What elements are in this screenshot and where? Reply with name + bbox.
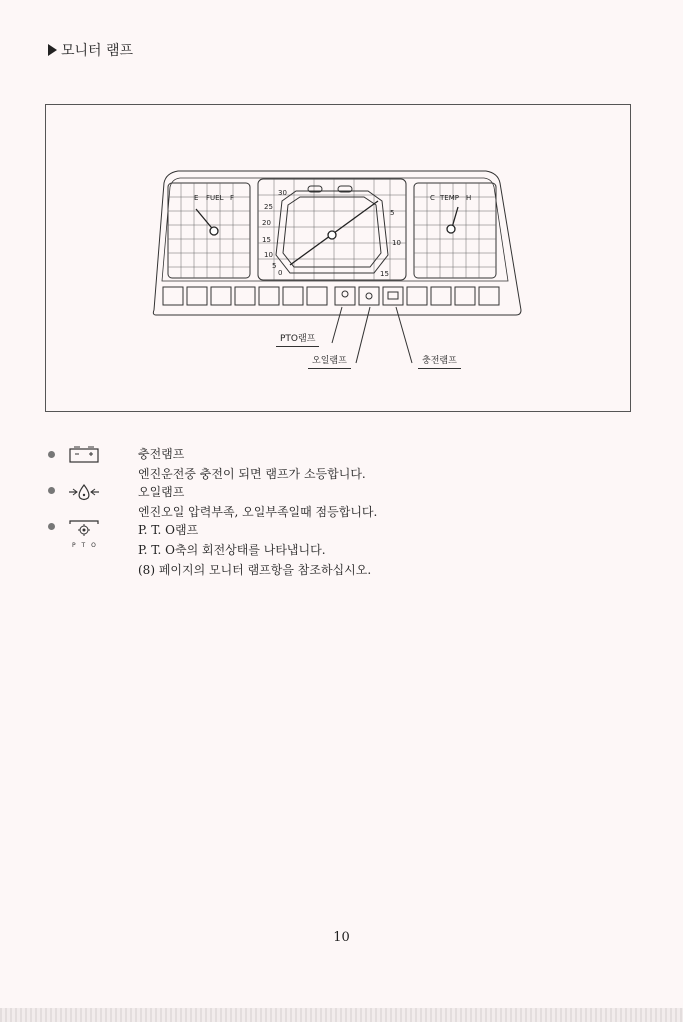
oil-can-icon (67, 482, 101, 502)
bullet-icon (48, 487, 55, 494)
pto-icon-caption: P T O (72, 542, 98, 549)
tach-tick-r15: 15 (380, 270, 389, 278)
pto-icon (68, 518, 100, 538)
legend-title-oil: 오일램프 (138, 485, 185, 499)
tach-tick-15: 15 (262, 236, 271, 244)
fuel-f-label: F (230, 194, 235, 202)
callout-pto: PTO램프 (276, 334, 319, 347)
tach-tick-5: 5 (272, 262, 277, 270)
tach-tick-r5: 5 (390, 209, 395, 217)
fuel-word-label: FUEL (206, 194, 224, 202)
monitor-panel-figure (45, 104, 631, 412)
temp-c-label: C (430, 194, 435, 202)
heading-text: 모니터 램프 (61, 43, 134, 59)
tach-tick-20: 20 (262, 219, 271, 227)
legend-desc-charge: 엔진운전중 충전이 되면 램프가 소등합니다. (138, 467, 366, 481)
charge-lamp (383, 287, 403, 305)
triangle-marker-icon (48, 44, 57, 56)
legend-note-pto: (8) 페이지의 모니터 램프항을 참조하십시오. (138, 563, 372, 577)
tach-tick-0: 0 (278, 269, 283, 277)
legend-desc-pto: P. T. O축의 회전상태를 나타냅니다. (138, 543, 326, 557)
legend-title-charge: 충전램프 (138, 447, 185, 461)
temp-word-label: TEMP (440, 194, 459, 202)
tach-tick-10: 10 (264, 251, 273, 259)
page-heading (48, 40, 133, 60)
fuel-e-label: E (194, 194, 199, 202)
temp-h-label: H (466, 194, 472, 202)
legend-title-pto: P. T. O램프 (138, 523, 199, 537)
legend-desc-oil: 엔진오일 압력부족, 오일부족일때 점등합니다. (138, 505, 378, 519)
battery-icon (68, 446, 100, 464)
tach-tick-30: 30 (278, 189, 287, 197)
page-number: 10 (333, 930, 350, 945)
tach-tick-r10: 10 (392, 239, 401, 247)
oil-lamp (359, 287, 379, 305)
tach-tick-25: 25 (264, 203, 273, 211)
bullet-icon (48, 523, 55, 530)
scan-edge-strip (0, 1008, 683, 1022)
pto-lamp (335, 287, 355, 305)
callout-charge: 충전램프 (418, 356, 461, 369)
callout-oil: 오일램프 (308, 356, 351, 369)
bullet-icon (48, 451, 55, 458)
